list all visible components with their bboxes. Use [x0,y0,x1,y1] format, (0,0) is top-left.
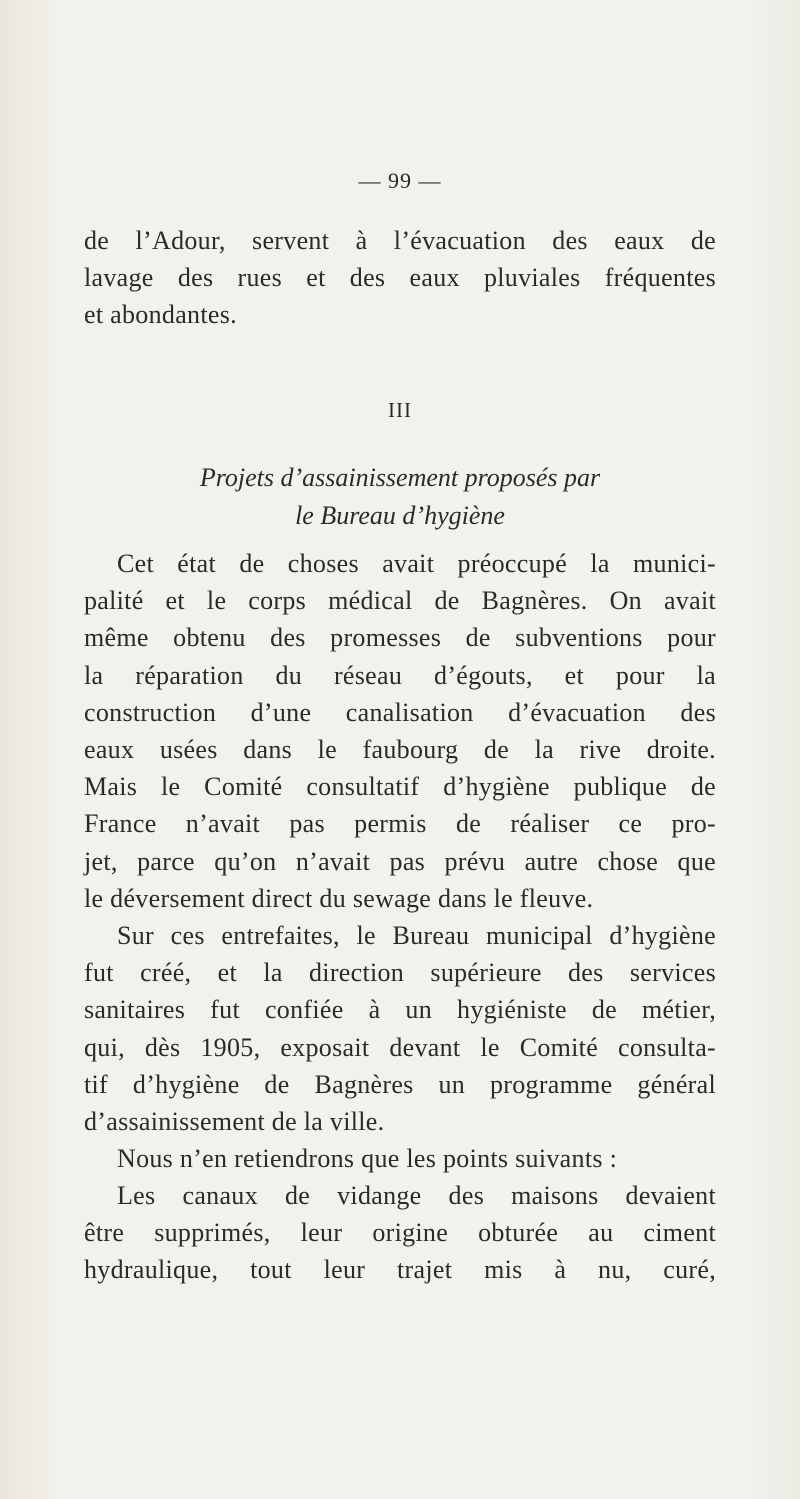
text-line: palité et le corps médical de Bagnères. On avait [84,586,716,616]
opening-paragraph [84,222,716,334]
text-line: Sur ces entrefaites, le Bureau municipal d’hygiène [117,921,716,950]
text-line: d’assainissement de la ville. [84,1107,385,1137]
paragraph-3 [84,1140,716,1177]
text-line: lavage des rues et des eaux pluviales fréquentes [84,263,716,293]
text-line: eaux usées dans le faubourg de la rive droite. [84,735,716,765]
section-title-line: le Bureau d’hygiène [295,501,505,530]
text-line: tif d’hygiène de Bagnères un programme général [84,1069,716,1099]
section-title [0,459,800,535]
text-line: France n’avait pas permis de réaliser ce pro- [84,809,716,839]
text-line: et abondantes. [84,300,237,330]
text-line: la réparation du réseau d’égouts, et pour la [84,660,716,690]
text-line: Mais le Comité consultatif d’hygiène publique de [84,772,716,802]
paragraph-4 [84,1177,716,1289]
text-line: Cet état de choses avait préoccupé la munici- [117,549,716,578]
text-line: le déversement direct du sewage dans le fleuve. [84,883,594,913]
text-line: de l’Adour, servent à l’évacuation des eaux de [84,226,716,255]
text-line: sanitaires fut confiée à un hygiéniste de métier, [84,995,716,1025]
text-line: fut créé, et la direction supérieure des services [84,958,716,988]
text-line: qui, dès 1905, exposait devant le Comité consulta- [84,1032,716,1062]
text-line: construction d’une canalisation d’évacuation des [84,697,716,727]
text-line: hydraulique, tout leur trajet mis à nu, curé, [84,1255,716,1285]
text-line: Les canaux de vidange des maisons devaient [117,1181,716,1210]
text-line: même obtenu des promesses de subventions pour [84,623,716,653]
text-line: jet, parce qu’on n’avait pas prévu autre chose que [84,846,716,876]
paragraph-1 [84,545,716,917]
text-line: être supprimés, leur origine obturée au ciment [84,1218,716,1248]
section-title-line: Projets d’assainissement proposés par [199,463,601,492]
page-number: — 99 — [358,168,442,193]
text-line: Nous n’en retiendrons que les points suivants : [117,1144,618,1173]
paragraph-2 [84,917,716,1140]
section-number: III [388,398,412,422]
